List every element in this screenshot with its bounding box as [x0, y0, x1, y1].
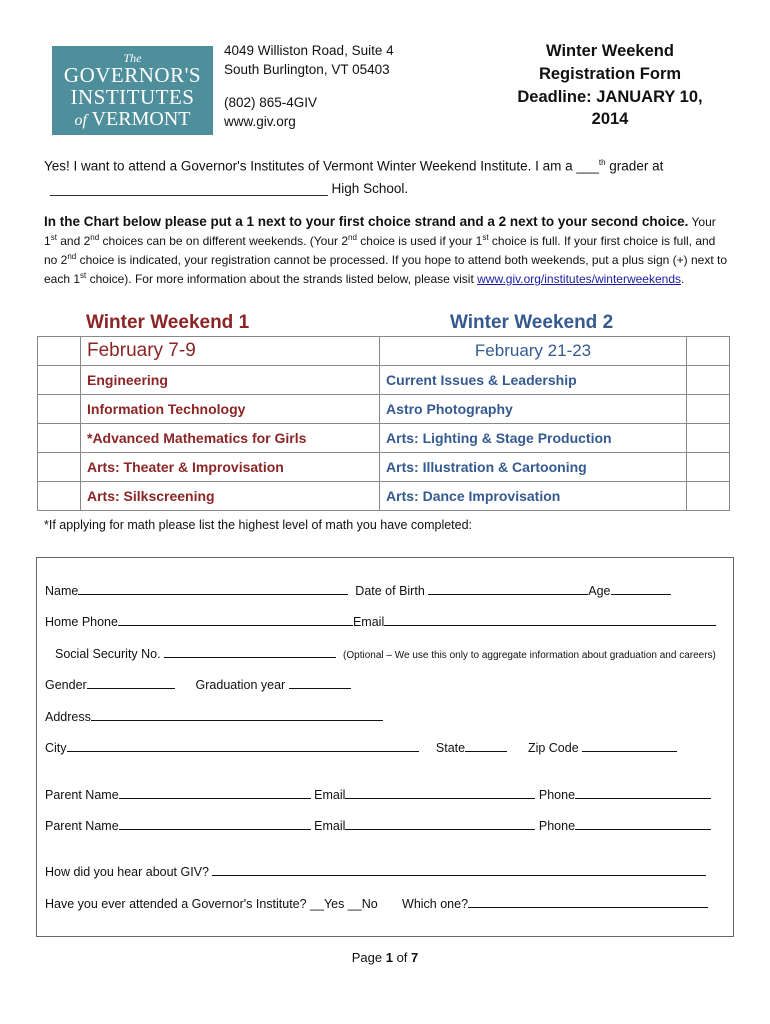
deadline-line2: 2014 — [591, 110, 629, 128]
gender-field[interactable] — [87, 676, 175, 689]
instr-s1: st — [50, 233, 57, 242]
intro-sup: th — [598, 158, 606, 167]
table-row — [38, 366, 730, 395]
table-row — [38, 395, 730, 424]
choice-box[interactable] — [38, 395, 81, 424]
table-row — [38, 453, 730, 482]
page-total: 7 — [411, 950, 419, 965]
parent1-phone-field[interactable] — [575, 786, 711, 799]
address-field[interactable] — [91, 708, 383, 721]
parent1-email-label: Email — [314, 788, 346, 802]
logo-line1: GOVERNOR'S — [63, 63, 202, 87]
page-current: 1 — [385, 950, 393, 965]
instr-s6: st — [80, 271, 87, 280]
which-label: Which one? — [402, 897, 469, 911]
parent2-name-label: Parent Name — [45, 819, 119, 833]
table-row — [38, 482, 730, 511]
instr-s2: nd — [90, 233, 100, 242]
strand-left: Arts: Theater & Improvisation — [81, 453, 380, 482]
table-row — [38, 424, 730, 453]
instr-t4: choice is used if your 1 — [356, 234, 483, 248]
weekend2-dates: February 21-23 — [380, 337, 687, 366]
city-label: City — [45, 741, 67, 755]
instr-t1: Your 1 — [44, 215, 716, 248]
choice-box[interactable] — [38, 424, 81, 453]
weekend1-dates: February 7-9 — [81, 337, 380, 366]
city-field[interactable] — [67, 739, 419, 752]
choice-box[interactable] — [38, 482, 81, 511]
strand-right: Arts: Illustration & Cartooning — [380, 453, 687, 482]
ssn-note: (Optional – We use this only to aggregate information about graduation and careers) — [343, 650, 716, 661]
instructions — [44, 214, 730, 287]
ssn-label: Social Security No. — [55, 647, 161, 661]
instr-s4: st — [482, 233, 489, 242]
dob-field[interactable] — [428, 582, 588, 595]
school-line: _____________________________________ High School. — [50, 181, 409, 196]
grad-year-field[interactable] — [289, 676, 351, 689]
choice-box[interactable] — [687, 482, 730, 511]
zip-label: Zip Code — [527, 741, 579, 755]
phone: (802) 865-4GIV — [224, 95, 318, 110]
hear-label: How did you hear about GIV? — [45, 865, 209, 879]
form-title-line2: Registration Form — [538, 65, 682, 83]
choice-box[interactable] — [687, 453, 730, 482]
strand-left: Engineering — [81, 366, 380, 395]
address-line2: South Burlington, VT 05403 — [224, 62, 390, 77]
personal-info-box — [36, 557, 734, 937]
instr-t6: choice is indicated, your registration cannot be processed. If you hope to attend both weekends, put a plus sign (+) next to each 1 — [44, 253, 727, 286]
deadline-line1: Deadline: JANUARY 10, — [517, 88, 703, 106]
instructions-bold: In the Chart below please put a 1 next to your first choice strand and a 2 next to your second choice. — [44, 214, 689, 229]
choice-box[interactable] — [687, 337, 730, 366]
ssn-field[interactable] — [164, 645, 336, 658]
page-number — [0, 950, 770, 965]
choice-box[interactable] — [38, 337, 81, 366]
address-label: Address — [45, 710, 91, 724]
parent1-email-field[interactable] — [345, 786, 535, 799]
logo-vermont: VERMONT — [91, 108, 191, 130]
form-title-line1: Winter Weekend — [546, 42, 674, 60]
parent2-email-label: Email — [314, 819, 346, 833]
intro-yes-text-b: grader at — [605, 158, 664, 174]
winterweekends-link[interactable]: www.giv.org/institutes/winterweekends — [477, 272, 681, 286]
weekend1-title: Winter Weekend 1 — [86, 312, 250, 333]
strand-left: Information Technology — [81, 395, 380, 424]
choice-box[interactable] — [687, 395, 730, 424]
page-of: of — [392, 950, 412, 965]
parent1-name-label: Parent Name — [45, 788, 119, 802]
choice-box[interactable] — [38, 453, 81, 482]
logo-of: of — [74, 112, 87, 129]
home-phone-field[interactable] — [118, 613, 353, 626]
strand-left: Arts: Silkscreening — [81, 482, 380, 511]
dob-label: Date of Birth — [355, 584, 425, 598]
intro-yes-text: Yes! I want to attend a Governor's Institutes of Vermont Winter Weekend Institute. I am a ___ — [44, 158, 599, 174]
name-field[interactable] — [78, 582, 348, 595]
age-field[interactable] — [611, 582, 671, 595]
parent1-phone-label: Phone — [538, 788, 576, 802]
weekend2-title: Winter Weekend 2 — [450, 312, 614, 333]
which-field[interactable] — [468, 895, 708, 908]
state-label: State — [435, 741, 466, 755]
instr-t7: choice). For more information about the strands listed below, please visit — [86, 272, 478, 286]
intro-yes — [44, 158, 663, 174]
strand-right: Astro Photography — [380, 395, 687, 424]
parent1-name-field[interactable] — [119, 786, 311, 799]
logo-line3 — [52, 108, 213, 132]
email-field[interactable] — [384, 613, 716, 626]
logo — [52, 46, 213, 135]
page-prefix: Page — [351, 950, 386, 965]
logo-the: The — [123, 51, 142, 65]
choice-box[interactable] — [687, 424, 730, 453]
choice-box[interactable] — [687, 366, 730, 395]
table-row — [38, 337, 730, 366]
parent2-email-field[interactable] — [345, 817, 535, 830]
zip-field[interactable] — [582, 739, 677, 752]
age-label: Age — [588, 584, 611, 598]
choice-box[interactable] — [38, 366, 81, 395]
strand-left: *Advanced Mathematics for Girls — [81, 424, 380, 453]
name-label: Name — [45, 584, 79, 598]
instr-t3: choices can be on different weekends. (Your 2 — [99, 234, 349, 248]
logo-line2: INSTITUTES — [70, 85, 195, 109]
parent2-name-field[interactable] — [119, 817, 311, 830]
instr-t5: choice is full. If your first choice is full, and no 2 — [44, 234, 716, 267]
strand-right: Arts: Dance Improvisation — [380, 482, 687, 511]
instr-t2: and 2 — [56, 234, 91, 248]
home-phone-label: Home Phone — [45, 615, 118, 629]
instr-t8: . — [681, 272, 685, 286]
gender-label: Gender — [45, 678, 87, 692]
grad-year-label: Graduation year — [195, 678, 286, 692]
email-label: Email — [352, 615, 385, 629]
math-note: *If applying for math please list the highest level of math you have completed: — [44, 518, 473, 532]
parent2-phone-label: Phone — [538, 819, 576, 833]
instr-s5: nd — [67, 252, 77, 261]
hear-field[interactable] — [212, 863, 706, 876]
strand-right: Current Issues & Leadership — [380, 366, 687, 395]
address-line1: 4049 Williston Road, Suite 4 — [224, 43, 394, 58]
state-field[interactable] — [465, 739, 507, 752]
parent2-phone-field[interactable] — [575, 817, 711, 830]
attended-label: Have you ever attended a Governor's Institute? __Yes __No — [45, 897, 378, 911]
website[interactable]: www.giv.org — [224, 114, 296, 129]
strand-right: Arts: Lighting & Stage Production — [380, 424, 687, 453]
instr-s3: nd — [348, 233, 357, 242]
strand-table — [37, 336, 730, 511]
